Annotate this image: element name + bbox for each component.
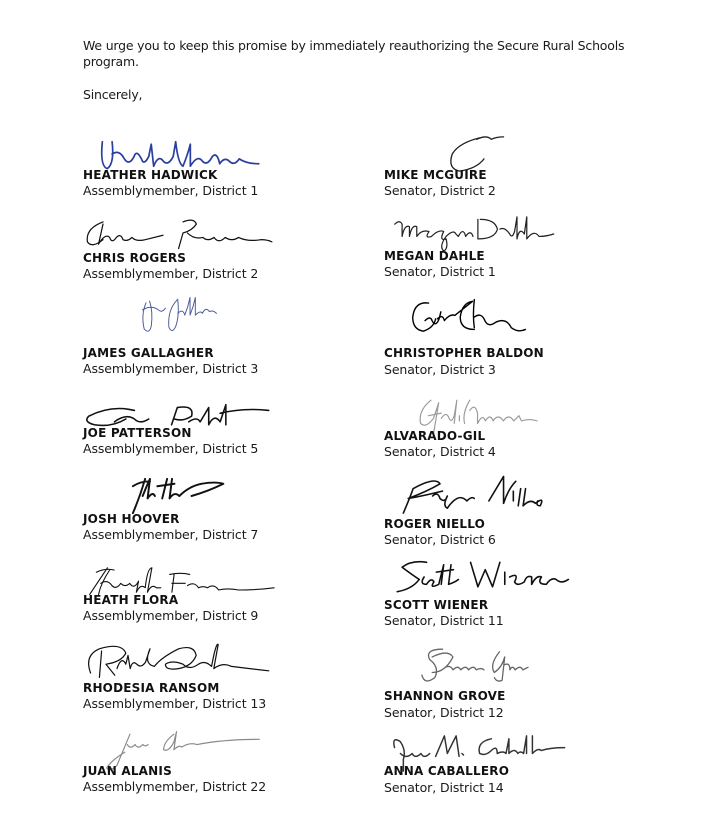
signatory-title: Senator, District 2 [384,183,496,198]
signatory-name: SCOTT WIENER [384,598,489,612]
signature-rhodesia-ransom [83,640,283,684]
signatory-title: Assemblymember, District 1 [83,183,259,198]
signatory-name: ANNA CABALLERO [384,764,510,778]
signatory-name: CHRIS ROGERS [83,251,187,265]
closing-paragraph: We urge you to keep this promise by immediately reauthorizing the Secure Rural Schools program. [83,38,625,69]
signatory-title: Senator, District 1 [384,264,496,279]
signatory-title: Senator, District 11 [384,613,504,628]
signatory-title: Senator, District 12 [384,705,504,720]
signatory-name: MIKE MCGUIRE [384,168,487,182]
signatory-title: Assemblymember, District 22 [83,779,267,794]
signatory-title: Assemblymember, District 13 [83,696,267,711]
signatory-name: SHANNON GROVE [384,689,506,703]
signatory-name: ALVARADO-GIL [384,429,486,443]
signatory-name: JUAN ALANIS [83,764,172,778]
signature-shannon-grove [384,644,584,688]
sign-off: Sincerely, [83,87,143,102]
signatory-title: Senator, District 6 [384,532,496,547]
signatory-name: JOE PATTERSON [83,426,192,440]
signatory-name: JOSH HOOVER [83,512,180,526]
signatory-title: Assemblymember, District 9 [83,608,259,623]
signatory-title: Assemblymember, District 2 [83,266,259,281]
signatory-name: CHRISTOPHER BALDON [384,346,544,360]
signatory-title: Assemblymember, District 7 [83,527,259,542]
signatory-title: Senator, District 3 [384,362,496,377]
signatory-title: Senator, District 4 [384,444,496,459]
signatory-name: HEATHER HADWICK [83,168,218,182]
signature-james-gallagher [83,294,283,338]
signature-scott-wiener [384,555,584,599]
signatory-name: HEATH FLORA [83,593,179,607]
signatory-name: JAMES GALLAGHER [83,346,214,360]
signatory-title: Assemblymember, District 3 [83,361,259,376]
signatory-name: MEGAN DAHLE [384,249,485,263]
signatory-name: RHODESIA RANSOM [83,681,220,695]
signature-roger-niello [384,474,584,518]
signatory-title: Senator, District 14 [384,780,504,795]
signature-chris-rogers [83,211,283,255]
signature-christopher-baldon [384,296,584,340]
signatory-name: ROGER NIELLO [384,517,486,531]
signatory-title: Assemblymember, District 5 [83,441,259,456]
